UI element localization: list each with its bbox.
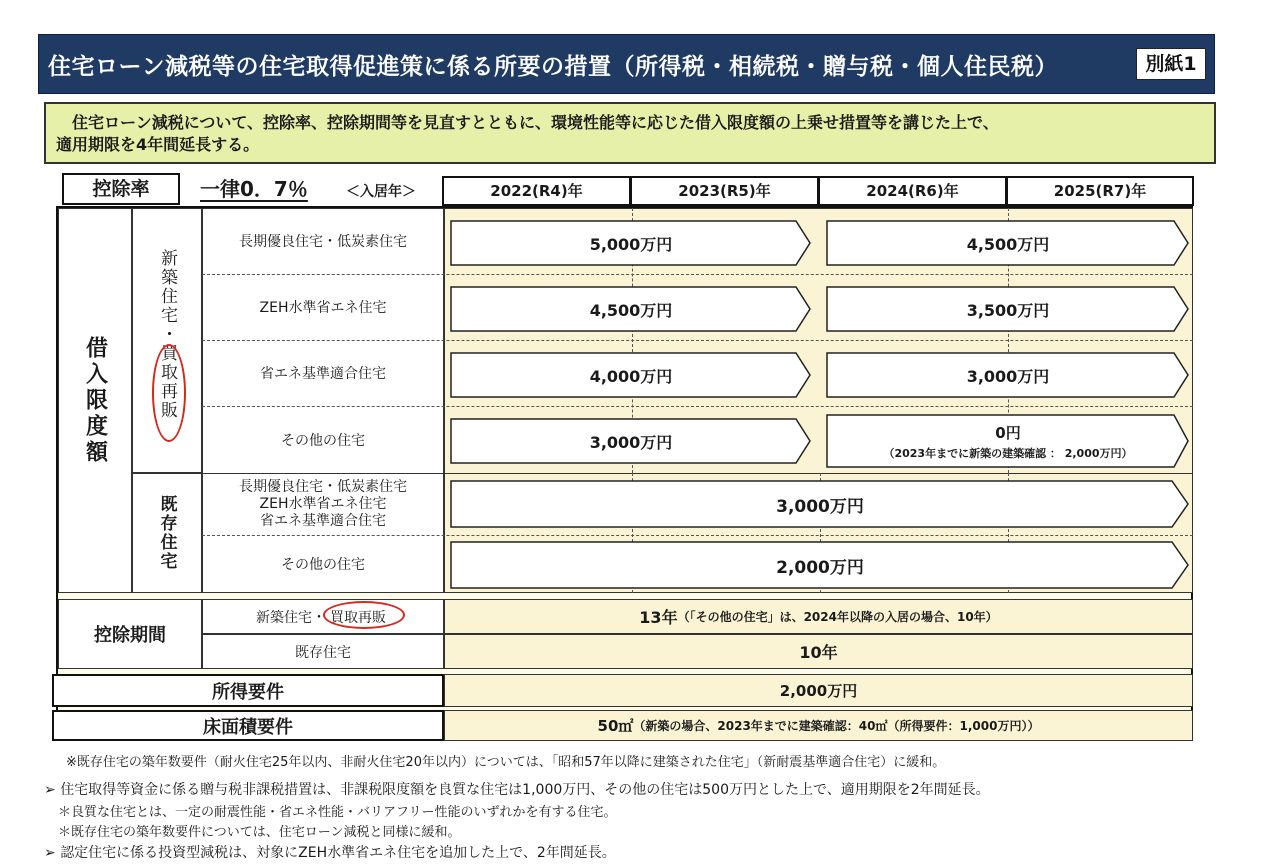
arrow-long-term-period2: 4,500万円 <box>826 220 1190 266</box>
summary-box <box>44 102 1216 164</box>
bullet-gift-tax: ➢ 住宅取得等資金に係る贈与税非課税措置は、非課税限度額を良質な住宅は1,000万円、その他の住宅は500万円とした上で、適用期限を2年間延長。 <box>44 782 990 798</box>
residence-year-label: ＜入居年＞ <box>346 184 416 200</box>
sub-note-existing-age: ＊既存住宅の築年数要件については、住宅ローン減税と同様に緩和。 <box>58 825 461 840</box>
type-other-existing: その他の住宅 <box>281 557 365 573</box>
highlight-buyback-label: 買取再販 <box>326 605 390 629</box>
arrow-existing-quality: 3,000万円 <box>450 480 1190 528</box>
deduction-period-new-value: 13年 （「その他の住宅」は、2024年以降の入居の場合、10年） <box>444 599 1193 634</box>
year-header-2024: 2024(R6)年 <box>818 176 1007 206</box>
summary-line-1: 住宅ローン減税について、控除率、控除期間等を見直すとともに、環境性能等に応じた借入限度額の上乗せ措置等を講じた上で、 <box>72 113 999 132</box>
deduction-period-existing-value: 10年 <box>444 634 1193 669</box>
arrow-existing-other: 2,000万円 <box>450 541 1190 589</box>
deduction-rate-label: 控除率 <box>62 173 180 205</box>
borrowing-limit-label: 借入限度額 <box>58 208 132 593</box>
type-energy-standard: 省エネ基準適合住宅 <box>260 366 386 382</box>
year-header-2025: 2025(R7)年 <box>1006 176 1194 206</box>
year-header-2022: 2022(R4)年 <box>442 176 631 206</box>
new-housing-group-cell <box>132 208 202 473</box>
year-header-2023: 2023(R5)年 <box>630 176 819 206</box>
highlight-oval <box>152 344 186 442</box>
deduction-rate-value: 一律0．7％ <box>200 177 308 201</box>
arrow-zeh-period1: 4,500万円 <box>450 286 812 332</box>
page-title: 住宅ローン減税等の住宅取得促進策に係る所要の措置（所得税・相続税・贈与税・個人住民税） <box>48 54 1059 80</box>
deduction-period-new-label: 新築住宅・ 買取再販 <box>202 599 444 634</box>
new-housing-group-label: 新築住宅・買取再販 <box>157 249 177 420</box>
arrow-other-period2: 0円 （2023年までに新築の建築確認 ： 2,000万円） <box>826 414 1190 468</box>
deduction-period-existing-label: 既存住宅 <box>202 634 444 669</box>
type-other-new: その他の住宅 <box>281 432 365 449</box>
sub-note-quality-housing: ＊良質な住宅とは、一定の耐震性能・省エネ性能・バリアフリー性能のいずれかを有する住宅。 <box>58 805 617 820</box>
income-requirement-label: 所得要件 <box>52 674 444 707</box>
highlight-oval <box>323 601 405 629</box>
arrow-zeh-period2: 3,500万円 <box>826 286 1190 332</box>
floor-area-requirement-label: 床面積要件 <box>52 710 444 741</box>
appendix-label: 別紙1 <box>1136 48 1206 80</box>
type-long-term-quality: 長期優良住宅・低炭素住宅 <box>239 234 407 250</box>
income-requirement-value: 2,000万円 <box>444 674 1193 707</box>
arrow-energy-period1: 4,000万円 <box>450 352 812 398</box>
existing-age-note: ※既存住宅の築年数要件（耐火住宅25年以内、非耐火住宅20年以内）については、「昭和57年以降に建築された住宅」（新耐震基準適合住宅）に緩和。 <box>66 755 946 770</box>
summary-line-2: 適用期限を4年間延長する。 <box>56 135 260 154</box>
measures-table <box>56 206 1193 739</box>
arrow-other-period1: 3,000万円 <box>450 418 812 464</box>
bullet-investment-tax: ➢ 認定住宅に係る投資型減税は、対象にZEH水準省エネ住宅を追加した上で、2年間延長。 <box>44 845 616 861</box>
deduction-period-label: 控除期間 <box>58 599 202 669</box>
floor-area-requirement-value: 50㎡ （新築の場合、2023年までに建築確認：40㎡（所得要件：1,000万円）） <box>444 710 1193 741</box>
type-existing-quality: 長期優良住宅・低炭素住宅 ZEH水準省エネ住宅 省エネ基準適合住宅 <box>239 478 407 529</box>
existing-housing-group-label: 既存住宅 <box>132 473 202 593</box>
type-zeh: ZEH水準省エネ住宅 <box>259 300 387 316</box>
arrow-long-term-period1: 5,000万円 <box>450 220 812 266</box>
arrow-energy-period2: 3,000万円 <box>826 352 1190 398</box>
